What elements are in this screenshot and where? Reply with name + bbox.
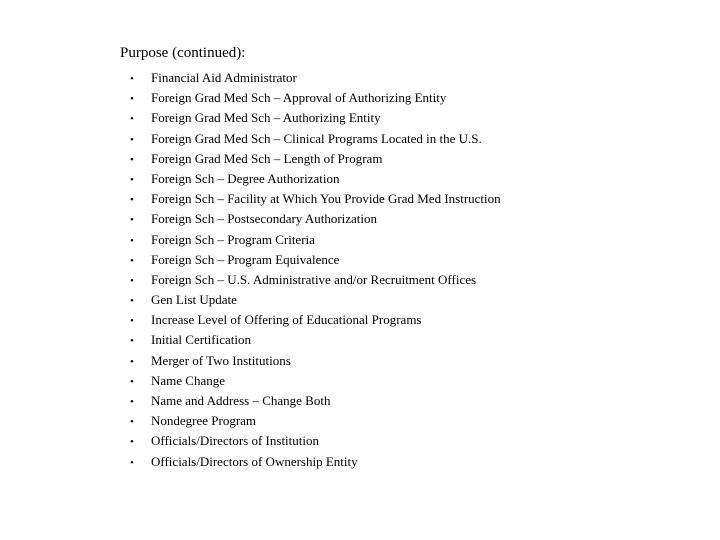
bullet-icon: •: [130, 335, 134, 348]
bullet-icon: •: [130, 375, 134, 388]
bullet-icon: •: [130, 436, 134, 449]
list-item-label: Merger of Two Institutions: [151, 352, 291, 368]
bullet-icon: •: [130, 295, 134, 308]
list-item: [130, 230, 501, 250]
list-item-label: Foreign Sch – Facility at Which You Provide Grad Med Instruction: [151, 191, 501, 207]
list-item: [130, 270, 501, 290]
list-item: [130, 169, 501, 189]
list-item-label: Foreign Grad Med Sch – Length of Program: [151, 150, 383, 166]
list-item-label: Foreign Sch – Postsecondary Authorization: [151, 211, 378, 227]
list-item-label: Nondegree Program: [151, 413, 257, 429]
list-item: [130, 411, 501, 431]
bullet-icon: •: [130, 93, 134, 106]
bullet-icon: •: [130, 173, 134, 186]
list-item: [130, 391, 501, 411]
list-item-label: Initial Certification: [151, 332, 251, 348]
bullet-icon: •: [130, 234, 134, 247]
list-item-label: Foreign Grad Med Sch – Authorizing Entity: [151, 110, 381, 126]
bullet-icon: •: [130, 214, 134, 227]
list-item: [130, 250, 501, 270]
list-item-label: Officials/Directors of Institution: [151, 433, 320, 449]
list-item: [130, 129, 501, 149]
bullet-icon: •: [130, 254, 134, 267]
list-item: [130, 290, 501, 310]
page-title: Purpose (continued):: [120, 45, 246, 61]
bullet-list: [130, 68, 501, 472]
list-item: [130, 371, 501, 391]
list-item-label: Foreign Grad Med Sch – Approval of Authorizing Entity: [151, 90, 447, 106]
list-item: [130, 149, 501, 169]
bullet-icon: •: [130, 355, 134, 368]
list-item-label: Foreign Sch – Program Equivalence: [151, 251, 340, 267]
bullet-icon: •: [130, 315, 134, 328]
list-item-label: Gen List Update: [151, 292, 237, 308]
bullet-icon: •: [130, 194, 134, 207]
bullet-icon: •: [130, 416, 134, 429]
bullet-icon: •: [130, 274, 134, 287]
bullet-icon: •: [130, 113, 134, 126]
list-item-label: Name Change: [151, 372, 226, 388]
list-item-label: Foreign Sch – Program Criteria: [151, 231, 315, 247]
bullet-icon: •: [130, 73, 134, 85]
list-item: [130, 431, 501, 451]
list-item: [130, 68, 501, 88]
list-item: [130, 88, 501, 108]
bullet-icon: •: [130, 396, 134, 408]
list-item: [130, 351, 501, 371]
list-item-label: Foreign Sch – Degree Authorization: [151, 170, 340, 186]
list-item: [130, 189, 501, 209]
bullet-icon: •: [130, 153, 134, 166]
bullet-icon: •: [130, 456, 134, 469]
bullet-icon: •: [130, 133, 134, 146]
list-item-label: Foreign Sch – U.S. Administrative and/or Recruitment Offices: [151, 271, 477, 287]
list-item: [130, 310, 501, 330]
list-item-label: Foreign Grad Med Sch – Clinical Programs Located in the U.S.: [151, 130, 482, 146]
list-item: [130, 330, 501, 350]
list-item: [130, 452, 501, 472]
list-item-label: Officials/Directors of Ownership Entity: [151, 453, 358, 469]
list-item-label: Increase Level of Offering of Educational Programs: [151, 312, 422, 328]
list-item-label: Name and Address – Change Both: [151, 393, 331, 408]
list-item-label: Financial Aid Administrator: [151, 70, 297, 85]
list-item: [130, 108, 501, 128]
list-item: [130, 209, 501, 229]
